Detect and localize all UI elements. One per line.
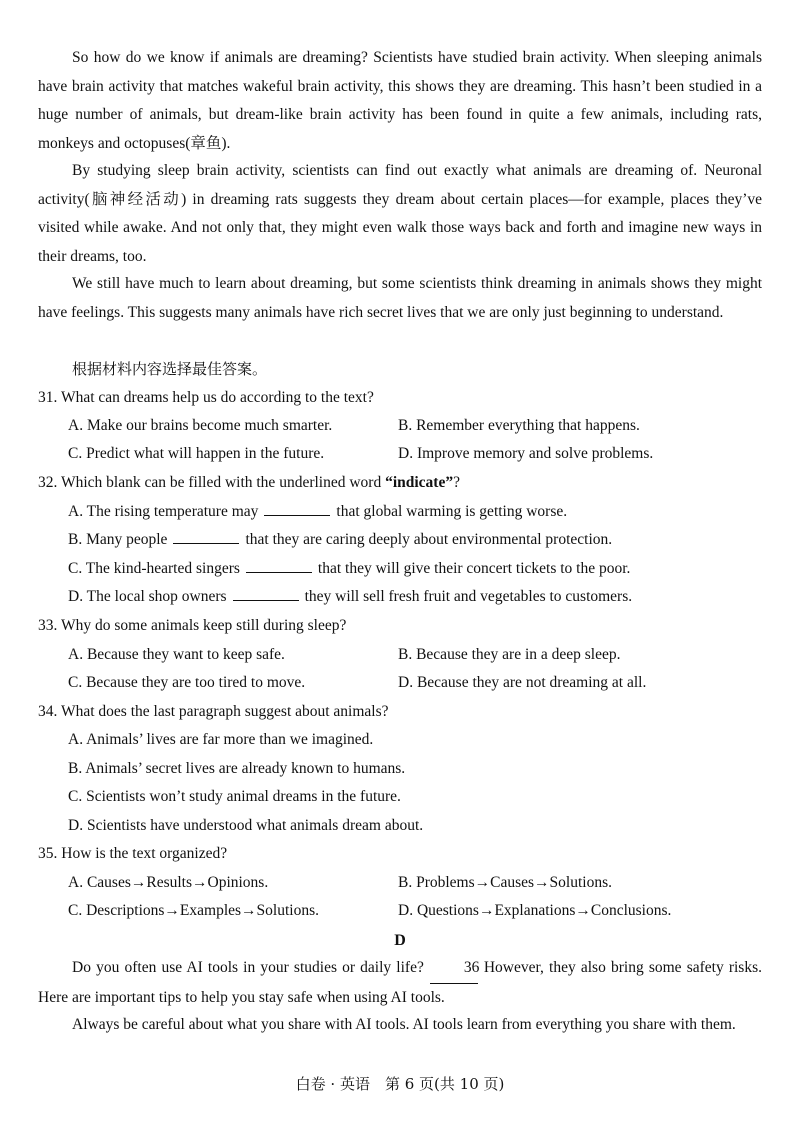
option-c-text: C. The kind-hearted singers bbox=[68, 560, 240, 577]
question-33-option-c[interactable]: C. Because they are too tired to move. bbox=[68, 674, 306, 691]
option-a-text: A. The rising temperature may bbox=[68, 503, 259, 520]
question-33-stem: 33. Why do some animals keep still during sleep? bbox=[38, 617, 347, 634]
section-d-text: Do you often use AI tools in your studies or daily life? bbox=[72, 959, 424, 976]
question-31-option-b[interactable]: B. Remember everything that happens. bbox=[398, 417, 640, 434]
passage-paragraph-3: We still have much to learn about dreaming, but some scientists think dreaming in animals shows they might have feelings. This suggests many animals have rich secret lives that we are only just beginning to understand. bbox=[38, 275, 762, 321]
question-32-option-d[interactable] bbox=[68, 583, 632, 611]
question-33-option-d[interactable]: D. Because they are not dreaming at all. bbox=[398, 674, 647, 691]
question-33-option-b[interactable]: B. Because they are in a deep sleep. bbox=[398, 646, 621, 663]
question-32-stem-end: ? bbox=[453, 474, 460, 491]
question-35-option-a[interactable]: A. Causes→Results→Opinions. bbox=[68, 874, 269, 891]
passage-paragraph-2: By studying sleep brain activity, scientists can find out exactly what animals are dreaming of. Neuronal activity(脑神经活动) in dreaming rats suggests they dream about certain places—for example, places they’ve visited while awake. And not only that, they might even walk those ways back and forth and imagine new ways in their dreams, too. bbox=[38, 162, 762, 265]
question-35-option-c[interactable]: C. Descriptions→Examples→Solutions. bbox=[68, 902, 320, 919]
answer-blank bbox=[233, 586, 299, 601]
question-32-option-c[interactable] bbox=[68, 555, 630, 583]
question-34-option-c[interactable]: C. Scientists won’t study animal dreams in the future. bbox=[68, 788, 401, 805]
answer-blank bbox=[264, 501, 330, 516]
question-32-option-b[interactable] bbox=[68, 526, 612, 554]
section-heading-d: D bbox=[394, 932, 406, 949]
question-33-option-a[interactable]: A. Because they want to keep safe. bbox=[68, 646, 285, 663]
page-footer: 白卷 · 英语 第 6 页(共 10 页) bbox=[295, 1075, 505, 1093]
section-d-text-cont: However, they also bring some safety risks. Here are important tips to help you stay safe when using AI tools. bbox=[38, 959, 762, 1006]
question-34-option-d[interactable]: D. Scientists have understood what animals dream about. bbox=[68, 817, 424, 834]
question-31-option-d[interactable]: D. Improve memory and solve problems. bbox=[398, 445, 654, 462]
answer-blank bbox=[173, 529, 239, 544]
option-b-text: B. Many people bbox=[68, 531, 168, 548]
option-b-text-end: that they are caring deeply about environmental protection. bbox=[245, 531, 613, 548]
question-32-stem-text: 32. Which blank can be filled with the underlined word bbox=[38, 474, 386, 491]
question-34-option-a[interactable]: A. Animals’ lives are far more than we imagined. bbox=[68, 731, 374, 748]
passage-paragraph-1: So how do we know if animals are dreaming? Scientists have studied brain activity. When sleeping animals have brain activity that matches wakeful brain activity, this shows they are dreaming. This hasn’t been studied in a huge number of animals, but dream-like brain activity has been found in quite a few animals, including rats, monkeys and octopuses(章鱼). bbox=[38, 49, 762, 152]
option-a-text-end: that global warming is getting worse. bbox=[336, 503, 568, 520]
section-d-paragraph-1 bbox=[38, 954, 762, 1012]
section-d-paragraph-2: Always be careful about what you share with AI tools. AI tools learn from everything you share with them. bbox=[72, 1016, 736, 1033]
option-d-text: D. The local shop owners bbox=[68, 588, 227, 605]
gap-fill-blank-36[interactable]: 36 bbox=[430, 954, 478, 984]
question-32-keyword: “indicate” bbox=[385, 474, 454, 491]
question-31-option-a[interactable]: A. Make our brains become much smarter. bbox=[68, 417, 333, 434]
question-35-stem: 35. How is the text organized? bbox=[38, 845, 228, 862]
question-32-stem bbox=[38, 469, 460, 497]
question-34-stem: 34. What does the last paragraph suggest about animals? bbox=[38, 703, 389, 720]
question-31-stem: 31. What can dreams help us do according to the text? bbox=[38, 389, 374, 406]
question-32-option-a[interactable] bbox=[68, 498, 567, 526]
question-35-option-b[interactable]: B. Problems→Causes→Solutions. bbox=[398, 874, 613, 891]
answer-blank bbox=[246, 558, 312, 573]
question-34-option-b[interactable]: B. Animals’ secret lives are already known to humans. bbox=[68, 760, 406, 777]
option-c-text-end: that they will give their concert tickets to the poor. bbox=[317, 560, 631, 577]
question-35-option-d[interactable]: D. Questions→Explanations→Conclusions. bbox=[398, 902, 672, 919]
instruction-text: 根据材料内容选择最佳答案。 bbox=[72, 360, 268, 378]
option-d-text-end: they will sell fresh fruit and vegetables to customers. bbox=[304, 588, 633, 605]
question-31-option-c[interactable]: C. Predict what will happen in the future. bbox=[68, 445, 325, 462]
